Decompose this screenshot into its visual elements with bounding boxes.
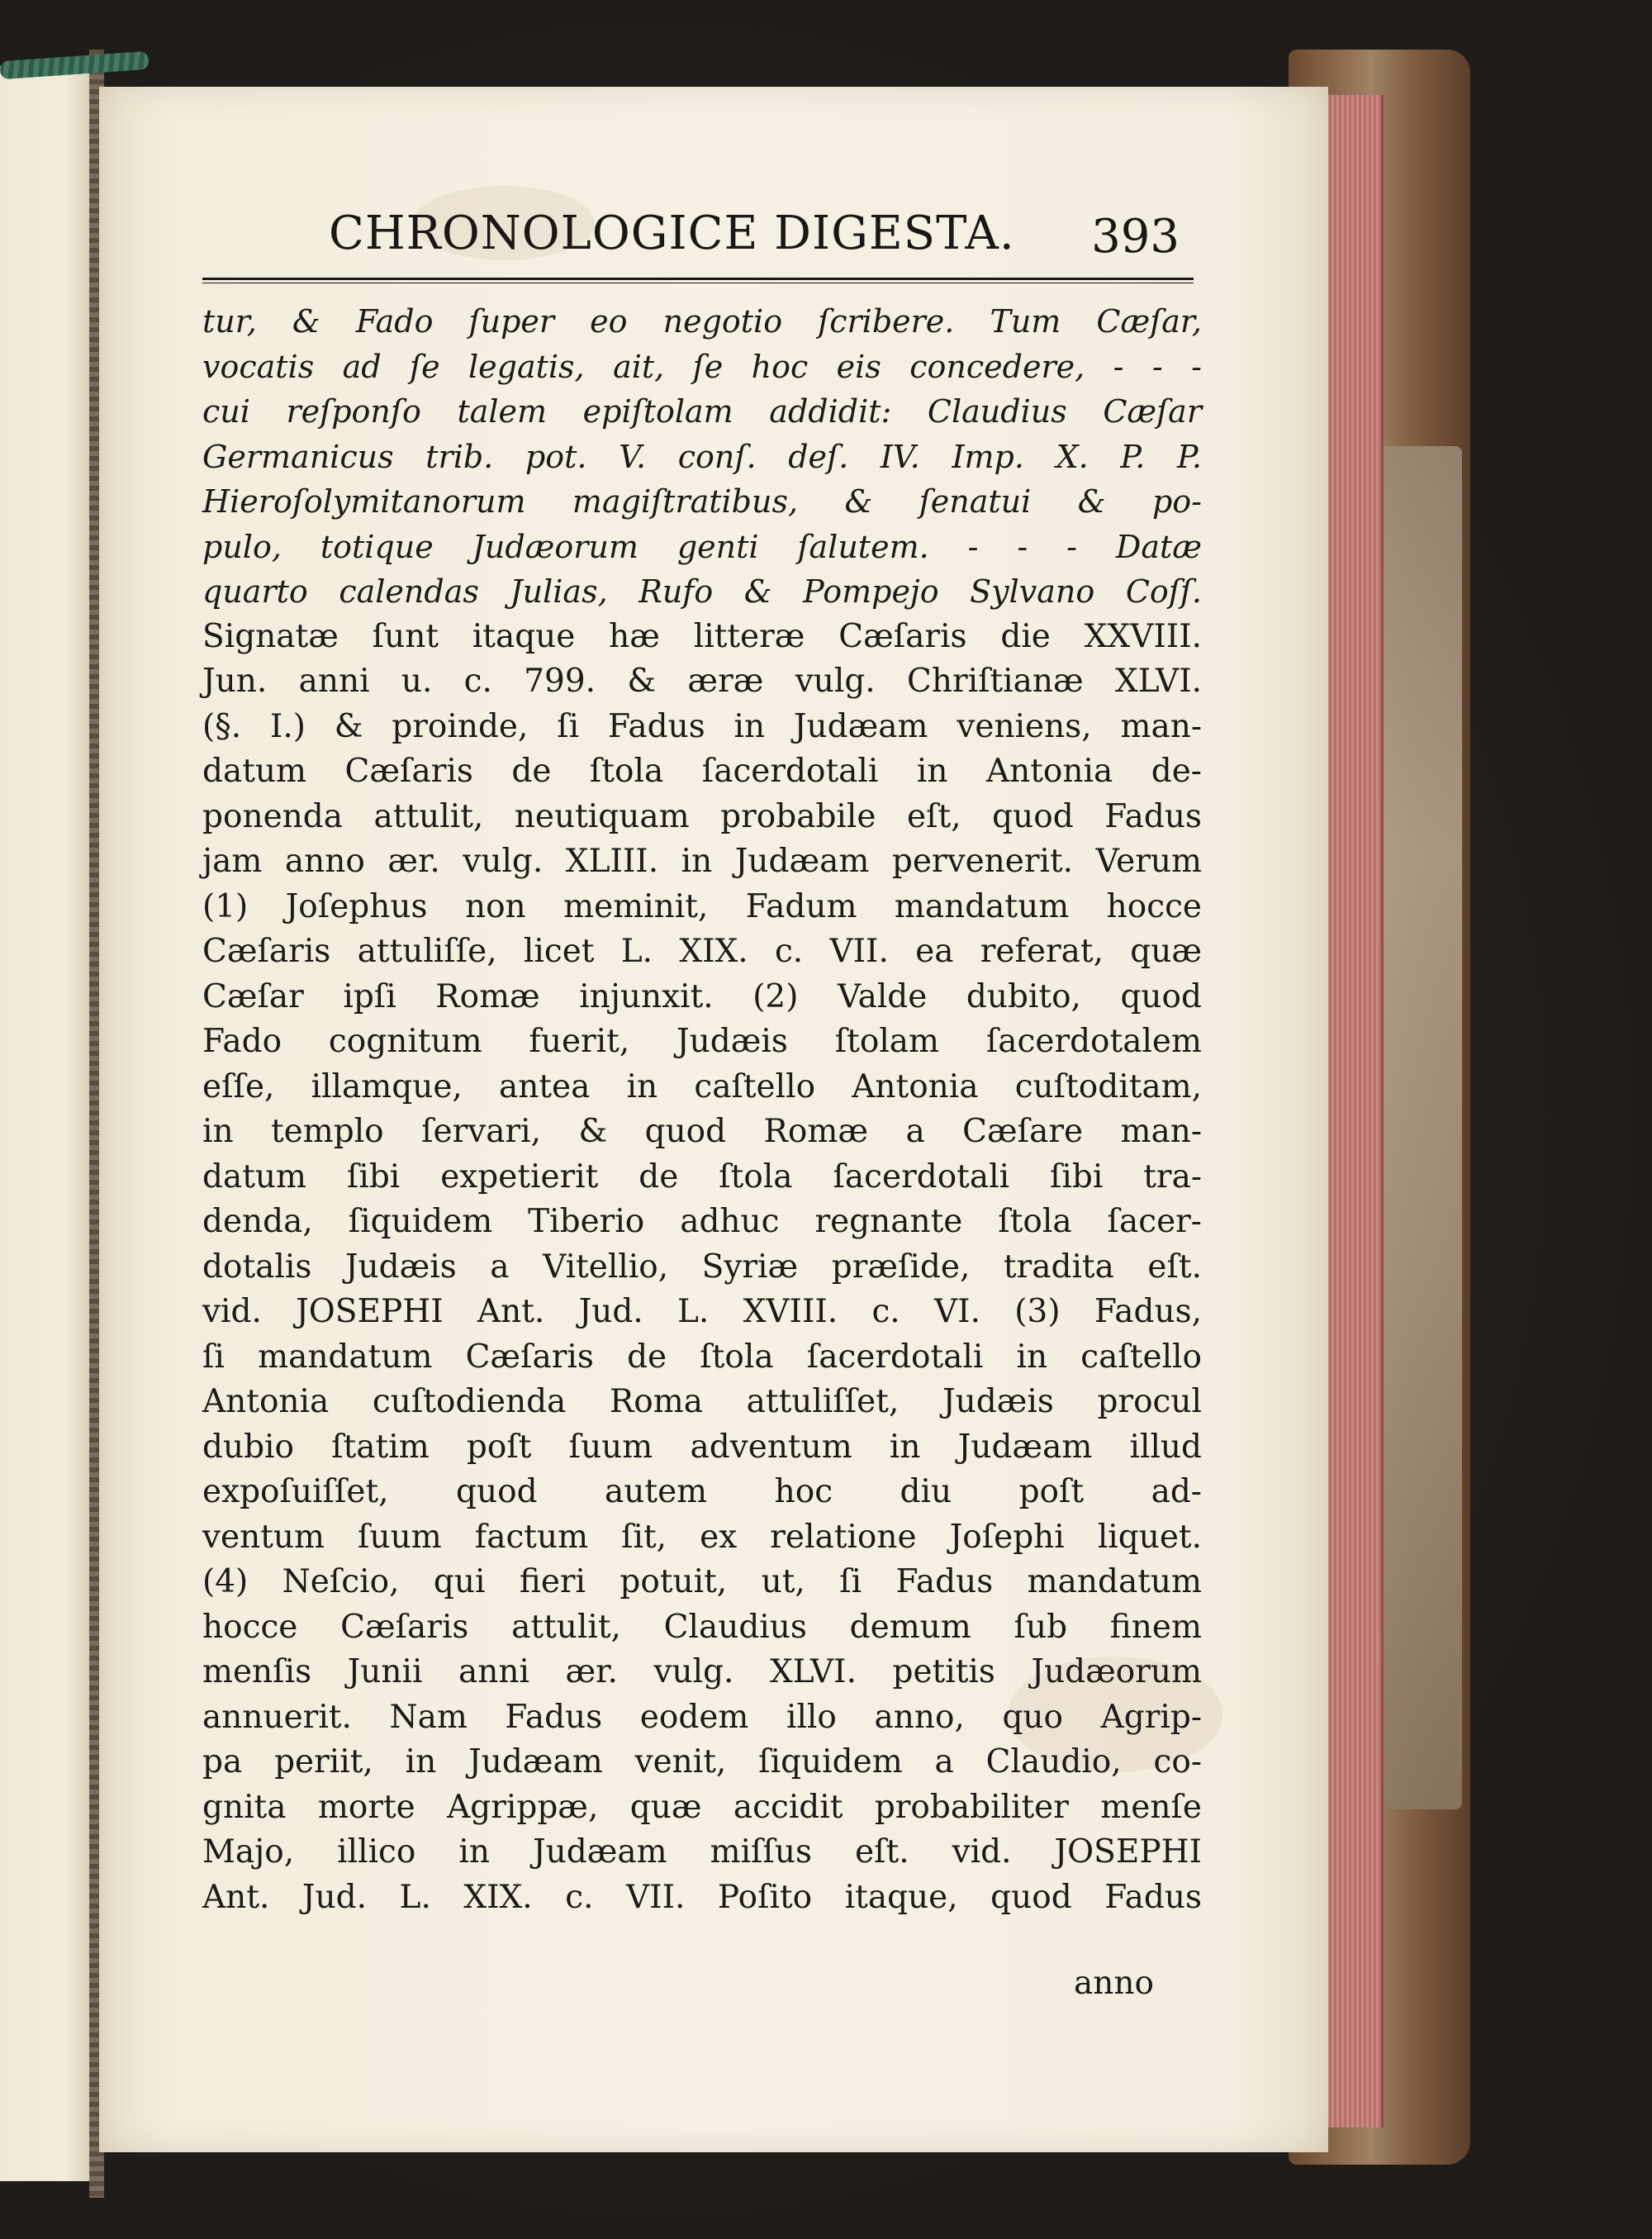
text-line: dubio ſtatim poſt ſuum adventum in Judæam illud xyxy=(202,1428,1202,1466)
text-line: tur, & Fado ſuper eo negotio ſcribere. Tum Cæſar, xyxy=(202,303,1202,340)
text-line: datum ſibi expetierit de ſtola ſacerdotali ſibi tra- xyxy=(202,1158,1202,1196)
text-line: Jun. anni u. c. 799. & æræ vulg. Chriſtianæ XLVI. xyxy=(202,663,1202,700)
text-line: Cæſaris attuliſſe, licet L. XIX. c. VII. ea referat, quæ xyxy=(202,933,1202,970)
header-rule xyxy=(202,278,1194,283)
text-line: ponenda attulit, neutiquam probabile eſt, quod Fadus xyxy=(202,797,1202,835)
text-line: Ant. Jud. L. XIX. c. VII. Poſito itaque, quod Fadus xyxy=(202,1878,1202,1916)
text-line: menſis Junii anni ær. vulg. XLVI. petitis Judæorum xyxy=(202,1653,1202,1690)
text-line: Majo, illico in Judæam miſſus eſt. vid. JOSEPHI xyxy=(202,1833,1202,1871)
text-line: Cæſar ipſi Romæ injunxit. (2) Valde dubito, quod xyxy=(202,977,1202,1015)
text-line: vocatis ad ſe legatis, ait, ſe hoc eis concedere, - - - xyxy=(202,348,1202,385)
text-line: expoſuiſſet, quod autem hoc diu poſt ad- xyxy=(202,1473,1202,1510)
running-title: CHRONOLOGICE DIGESTA. xyxy=(329,207,1015,260)
text-line: jam anno ær. vulg. XLIII. in Judæam pervenerit. Verum xyxy=(202,843,1202,880)
text-line: ſi mandatum Cæſaris de ſtola ſacerdotali in caſtello xyxy=(202,1338,1202,1376)
text-line: quarto calendas Julias, Rufo & Pompejo Sylvano Coſſ. xyxy=(202,573,1202,610)
text-line: ventum ſuum factum ſit, ex relatione Joſephi liquet. xyxy=(202,1518,1202,1556)
text-line: gnita morte Agrippæ, quæ accidit probabiliter menſe xyxy=(202,1788,1202,1826)
text-line: vid. JOSEPHI Ant. Jud. L. XVIII. c. VI. (3) Fadus, xyxy=(202,1293,1202,1330)
cover-wear xyxy=(1371,446,1462,1809)
text-line: (4) Neſcio, qui fieri potuit, ut, ſi Fadus mandatum xyxy=(202,1563,1202,1600)
text-line: Antonia cuſtodienda Roma attuliſſet, Judæis procul xyxy=(202,1383,1202,1420)
page-number: 393 xyxy=(1091,210,1180,264)
text-line: hocce Cæſaris attulit, Claudius demum ſub finem xyxy=(202,1608,1202,1646)
text-line: in templo ſervari, & quod Romæ a Cæſare man- xyxy=(202,1113,1202,1150)
running-header xyxy=(230,207,1204,273)
body-text xyxy=(202,299,1202,1920)
text-line: Germanicus trib. pot. V. conſ. deſ. IV. Imp. X. P. P. xyxy=(202,438,1202,475)
text-line: eſſe, illamque, antea in caſtello Antonia cuſtoditam, xyxy=(202,1067,1202,1105)
text-line: denda, ſiquidem Tiberio adhuc regnante ſtola ſacer- xyxy=(202,1203,1202,1240)
text-line: annuerit. Nam Fadus eodem illo anno, quo Agrip- xyxy=(202,1698,1202,1736)
text-line: Signatæ ſunt itaque hæ litteræ Cæſaris die XXVIII. xyxy=(202,617,1202,655)
text-line: Hieroſolymitanorum magiſtratibus, & ſenatui & po- xyxy=(202,483,1202,520)
text-line: (§. I.) & proinde, ſi Fadus in Judæam veniens, man- xyxy=(202,707,1202,745)
text-line: pulo, totique Judæorum genti ſalutem. - - - Datæ xyxy=(202,528,1202,565)
text-line: (1) Joſephus non meminit, Fadum mandatum hocce xyxy=(202,887,1202,925)
text-line: cui reſponſo talem epiſtolam addidit: Claudius Cæſar xyxy=(202,393,1202,430)
text-line: dotalis Judæis a Vitellio, Syriæ præſide, tradita eſt. xyxy=(202,1248,1202,1286)
page-edges xyxy=(1322,95,1384,2127)
catchword: anno xyxy=(1074,1965,1154,2002)
text-line: datum Cæſaris de ſtola ſacerdotali in Antonia de- xyxy=(202,753,1202,790)
previous-leaf xyxy=(0,66,96,2181)
text-line: pa periit, in Judæam venit, ſiquidem a Claudio, co- xyxy=(202,1743,1202,1780)
text-line: Fado cognitum fuerit, Judæis ſtolam ſacerdotalem xyxy=(202,1023,1202,1060)
